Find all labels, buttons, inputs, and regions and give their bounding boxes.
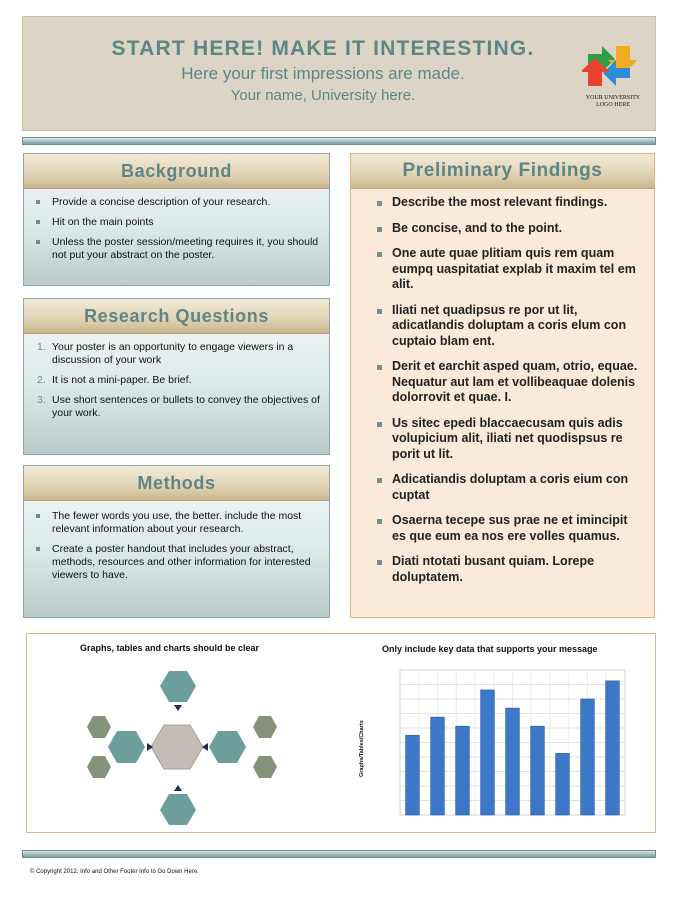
methods-list	[24, 501, 329, 582]
four-arrows-logo-icon	[582, 40, 636, 92]
y-axis-label: Graphs/Tables/Charts	[359, 720, 365, 777]
background-list	[24, 189, 329, 262]
findings-list	[351, 189, 654, 585]
chart-bar-2	[431, 717, 445, 815]
divider-bar-bottom	[22, 850, 656, 858]
list-item: 2. It is not a mini-paper. Be brief.	[37, 374, 192, 386]
poster-header	[22, 16, 656, 131]
arrow-icon	[174, 705, 182, 711]
chart-bar-1	[406, 735, 420, 815]
research-questions-panel	[23, 298, 330, 455]
list-item: 1. Your poster is an opportunity to engage viewers in a discussion of your work	[37, 341, 294, 366]
poster-title: START HERE! MAKE IT INTERESTING.	[111, 37, 535, 60]
findings-heading: Preliminary Findings	[351, 154, 654, 189]
list-item: Osaerna tecepe sus prae ne et imincipit es que eum ea nos ere volles quamus.	[392, 513, 644, 544]
chart-bar-4	[481, 690, 495, 815]
right-figure-caption: Only include key data that supports your message	[382, 644, 598, 654]
bottom-hexagon	[160, 794, 196, 825]
hexagon-cluster	[87, 671, 277, 825]
divider-bar-top	[22, 137, 656, 145]
chart-bar-9	[606, 681, 620, 815]
footer-text: © Copyright 2012. Info and Other Footer Info to Go Down Here.	[30, 869, 199, 875]
left-hexagon	[108, 731, 145, 763]
figures-box	[26, 633, 656, 833]
poster-subtitle: Here your first impressions are made.	[181, 64, 465, 83]
list-item: Us sitec epedi blaccaecusam quis adis volupicium alit, iliati net quodispsus re porit ut lit.	[392, 416, 644, 463]
research-questions-list	[24, 334, 329, 420]
chart-bar-6	[531, 726, 545, 815]
bar-chart	[357, 665, 627, 825]
small-hexagon	[253, 716, 277, 738]
chart-bar-3	[456, 726, 470, 815]
list-item: Provide a concise description of your research.	[52, 196, 321, 209]
research-questions-heading: Research Questions	[24, 299, 329, 334]
findings-panel	[350, 153, 655, 618]
small-hexagon	[87, 756, 111, 778]
small-hexagon	[87, 716, 111, 738]
list-item: Iliati net quadipsus re por ut lit, adicatlandis doluptam a coris elum con cuptaio blam ent.	[392, 303, 644, 350]
list-item: Unless the poster session/meeting requires it, you should not put your abstract on the poster.	[52, 236, 321, 262]
arrow-icon	[174, 785, 182, 791]
background-panel	[23, 153, 330, 286]
list-item: Hit on the main points	[52, 216, 321, 229]
list-item: Create a poster handout that includes your abstract, methods, resources and other information for interested viewers to have.	[52, 543, 321, 582]
chart-bar-7	[556, 753, 570, 815]
right-hexagon	[209, 731, 246, 763]
methods-panel	[23, 465, 330, 618]
chart-bar-8	[581, 699, 595, 815]
list-item: One aute quae plitiam quis rem quam eumpq uaspitatiat explab it maxim tel em alit.	[392, 246, 644, 293]
left-figure-caption: Graphs, tables and charts should be clear	[80, 643, 260, 653]
hexagon-diagram	[81, 665, 311, 830]
list-item: Be concise, and to the point.	[392, 221, 644, 237]
list-item: Adicatiandis doluptam a coris eium con cuptat	[392, 472, 644, 503]
top-hexagon	[160, 671, 196, 702]
list-item: 3. Use short sentences or bullets to convey the objectives of your work.	[37, 394, 320, 419]
list-item: Diati ntotati busant quiam. Lorepe doluptatem.	[392, 554, 644, 585]
center-hexagon	[151, 725, 203, 769]
methods-heading: Methods	[24, 466, 329, 501]
arrow-icon	[202, 743, 208, 751]
logo-caption: YOUR UNIVERSITY LOGO HERE	[585, 95, 641, 108]
chart-bar-5	[506, 708, 520, 815]
list-item: Describe the most relevant findings.	[392, 195, 644, 211]
poster-author: Your name, University here.	[230, 87, 416, 104]
small-hexagon	[253, 756, 277, 778]
list-item: Derit et earchit asped quam, otrio, equae. Nequatur aut lam et vollibeaquae dolenis dolorrovit et quae. I.	[392, 359, 644, 406]
background-heading: Background	[24, 154, 329, 189]
list-item: The fewer words you use, the better. include the most relevant information about your research.	[52, 510, 321, 536]
